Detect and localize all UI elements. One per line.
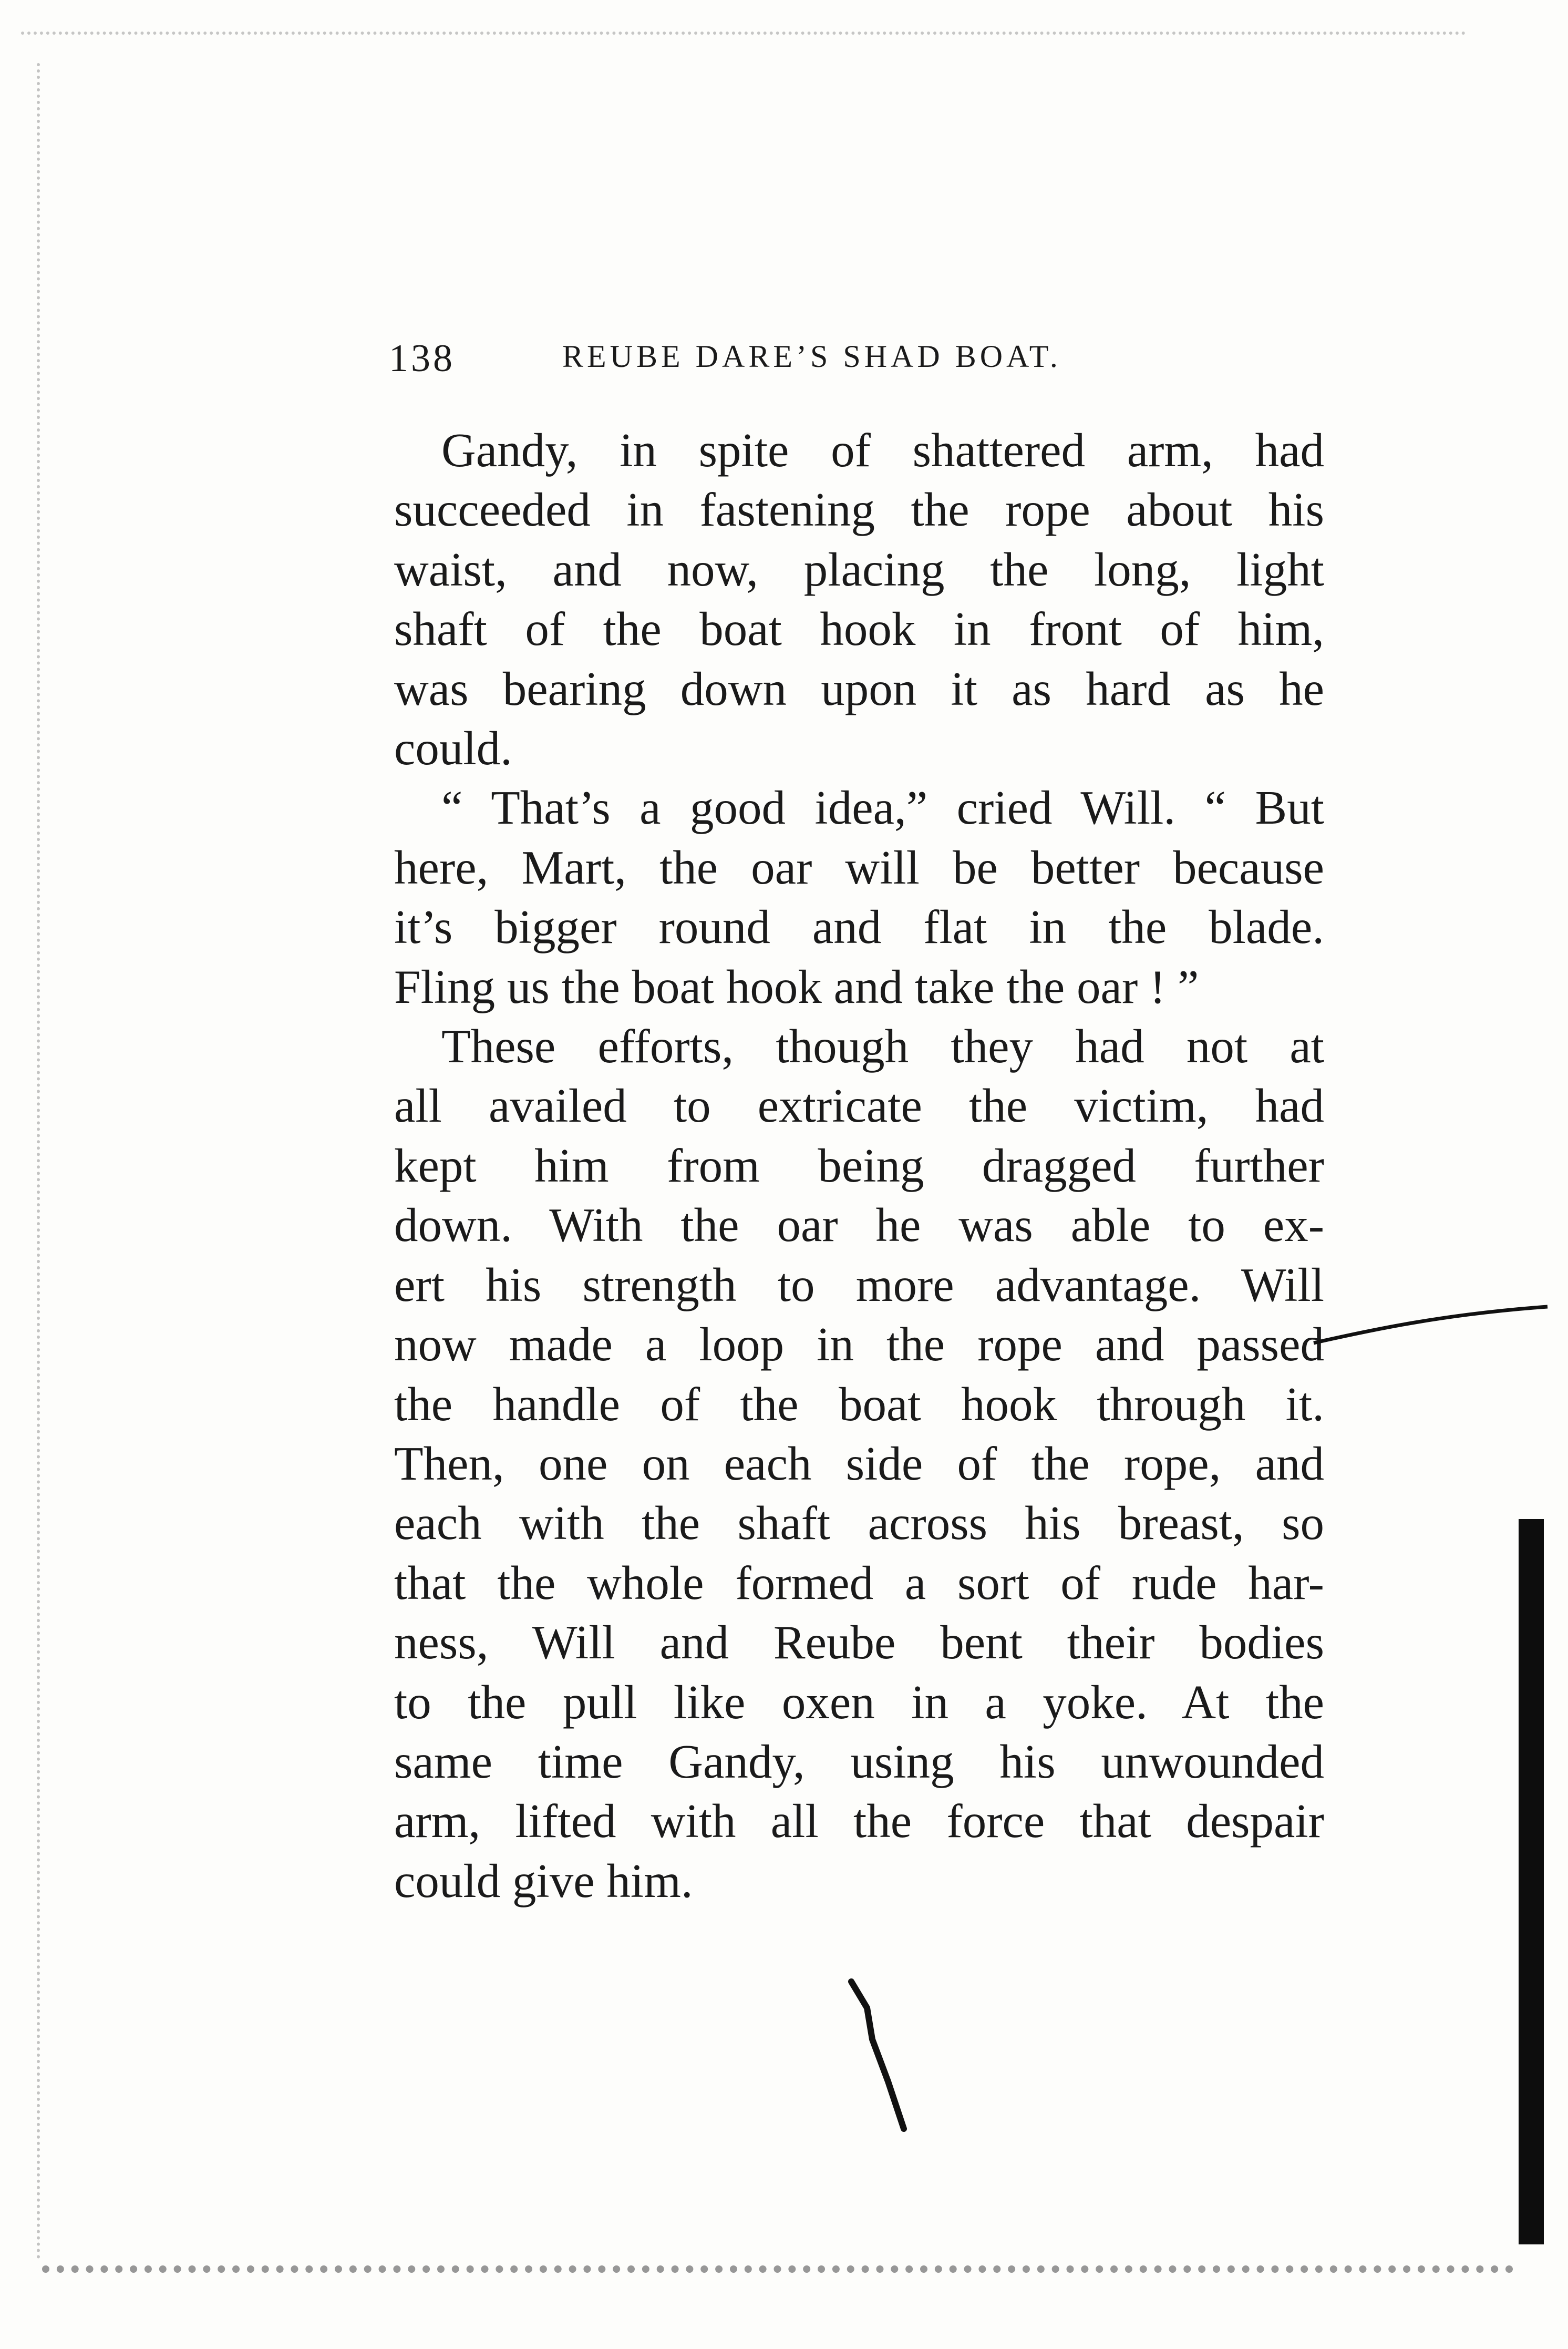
text-line: waist, and now, placing the long, light bbox=[394, 542, 1324, 596]
text-line: was bearing down upon it as hard as he bbox=[394, 662, 1324, 715]
running-title: REUBE DARE’S SHAD BOAT. bbox=[562, 339, 1061, 374]
text-line: Fling us the boat hook and take the oar ! ” bbox=[394, 960, 1199, 1013]
text-line: ness, Will and Reube bent their bodies bbox=[394, 1616, 1324, 1669]
text-line: down. With the oar he was able to ex- bbox=[394, 1198, 1324, 1252]
text-line: could. bbox=[394, 722, 512, 775]
text-line: could give him. bbox=[394, 1854, 693, 1907]
text-line: arm, lifted with all the force that despair bbox=[394, 1794, 1324, 1848]
text-line: ert his strength to more advantage. Will bbox=[394, 1258, 1324, 1311]
pen-stroke-mark bbox=[1308, 1304, 1550, 1351]
text-line: “ That’s a good idea,” cried Will. “ But bbox=[441, 781, 1324, 835]
text-line: here, Mart, the oar will be better because bbox=[394, 840, 1324, 894]
text-line: Then, one on each side of the rope, and bbox=[394, 1437, 1324, 1490]
text-line: succeeded in fastening the rope about his bbox=[394, 483, 1324, 537]
page-number: 138 bbox=[389, 337, 455, 380]
scan-edge-top bbox=[21, 32, 1466, 77]
text-line: it’s bigger round and flat in the blade. bbox=[394, 900, 1324, 954]
text-line: kept him from being dragged further bbox=[394, 1138, 1324, 1192]
text-line: to the pull like oxen in a yoke. At the bbox=[394, 1675, 1324, 1729]
text-line: each with the shaft across his breast, so bbox=[394, 1496, 1324, 1550]
scan-edge-left bbox=[37, 63, 61, 2260]
text-line: Gandy, in spite of shattered arm, had bbox=[441, 424, 1324, 477]
page-header bbox=[389, 336, 1335, 384]
binding-shadow bbox=[1519, 1519, 1544, 2244]
text-line: These efforts, though they had not at bbox=[441, 1020, 1324, 1073]
scan-edge-bottom bbox=[42, 2229, 1513, 2273]
ink-blot-mark bbox=[841, 1976, 920, 2134]
text-line: shaft of the boat hook in front of him, bbox=[394, 602, 1324, 656]
text-line: same time Gandy, using his unwounded bbox=[394, 1735, 1324, 1788]
text-line: that the whole formed a sort of rude har- bbox=[394, 1556, 1324, 1609]
text-line: the handle of the boat hook through it. bbox=[394, 1377, 1324, 1431]
text-line: all availed to extricate the victim, had bbox=[394, 1079, 1324, 1133]
body-text bbox=[394, 420, 1324, 1911]
text-line: now made a loop in the rope and passed bbox=[394, 1318, 1324, 1371]
